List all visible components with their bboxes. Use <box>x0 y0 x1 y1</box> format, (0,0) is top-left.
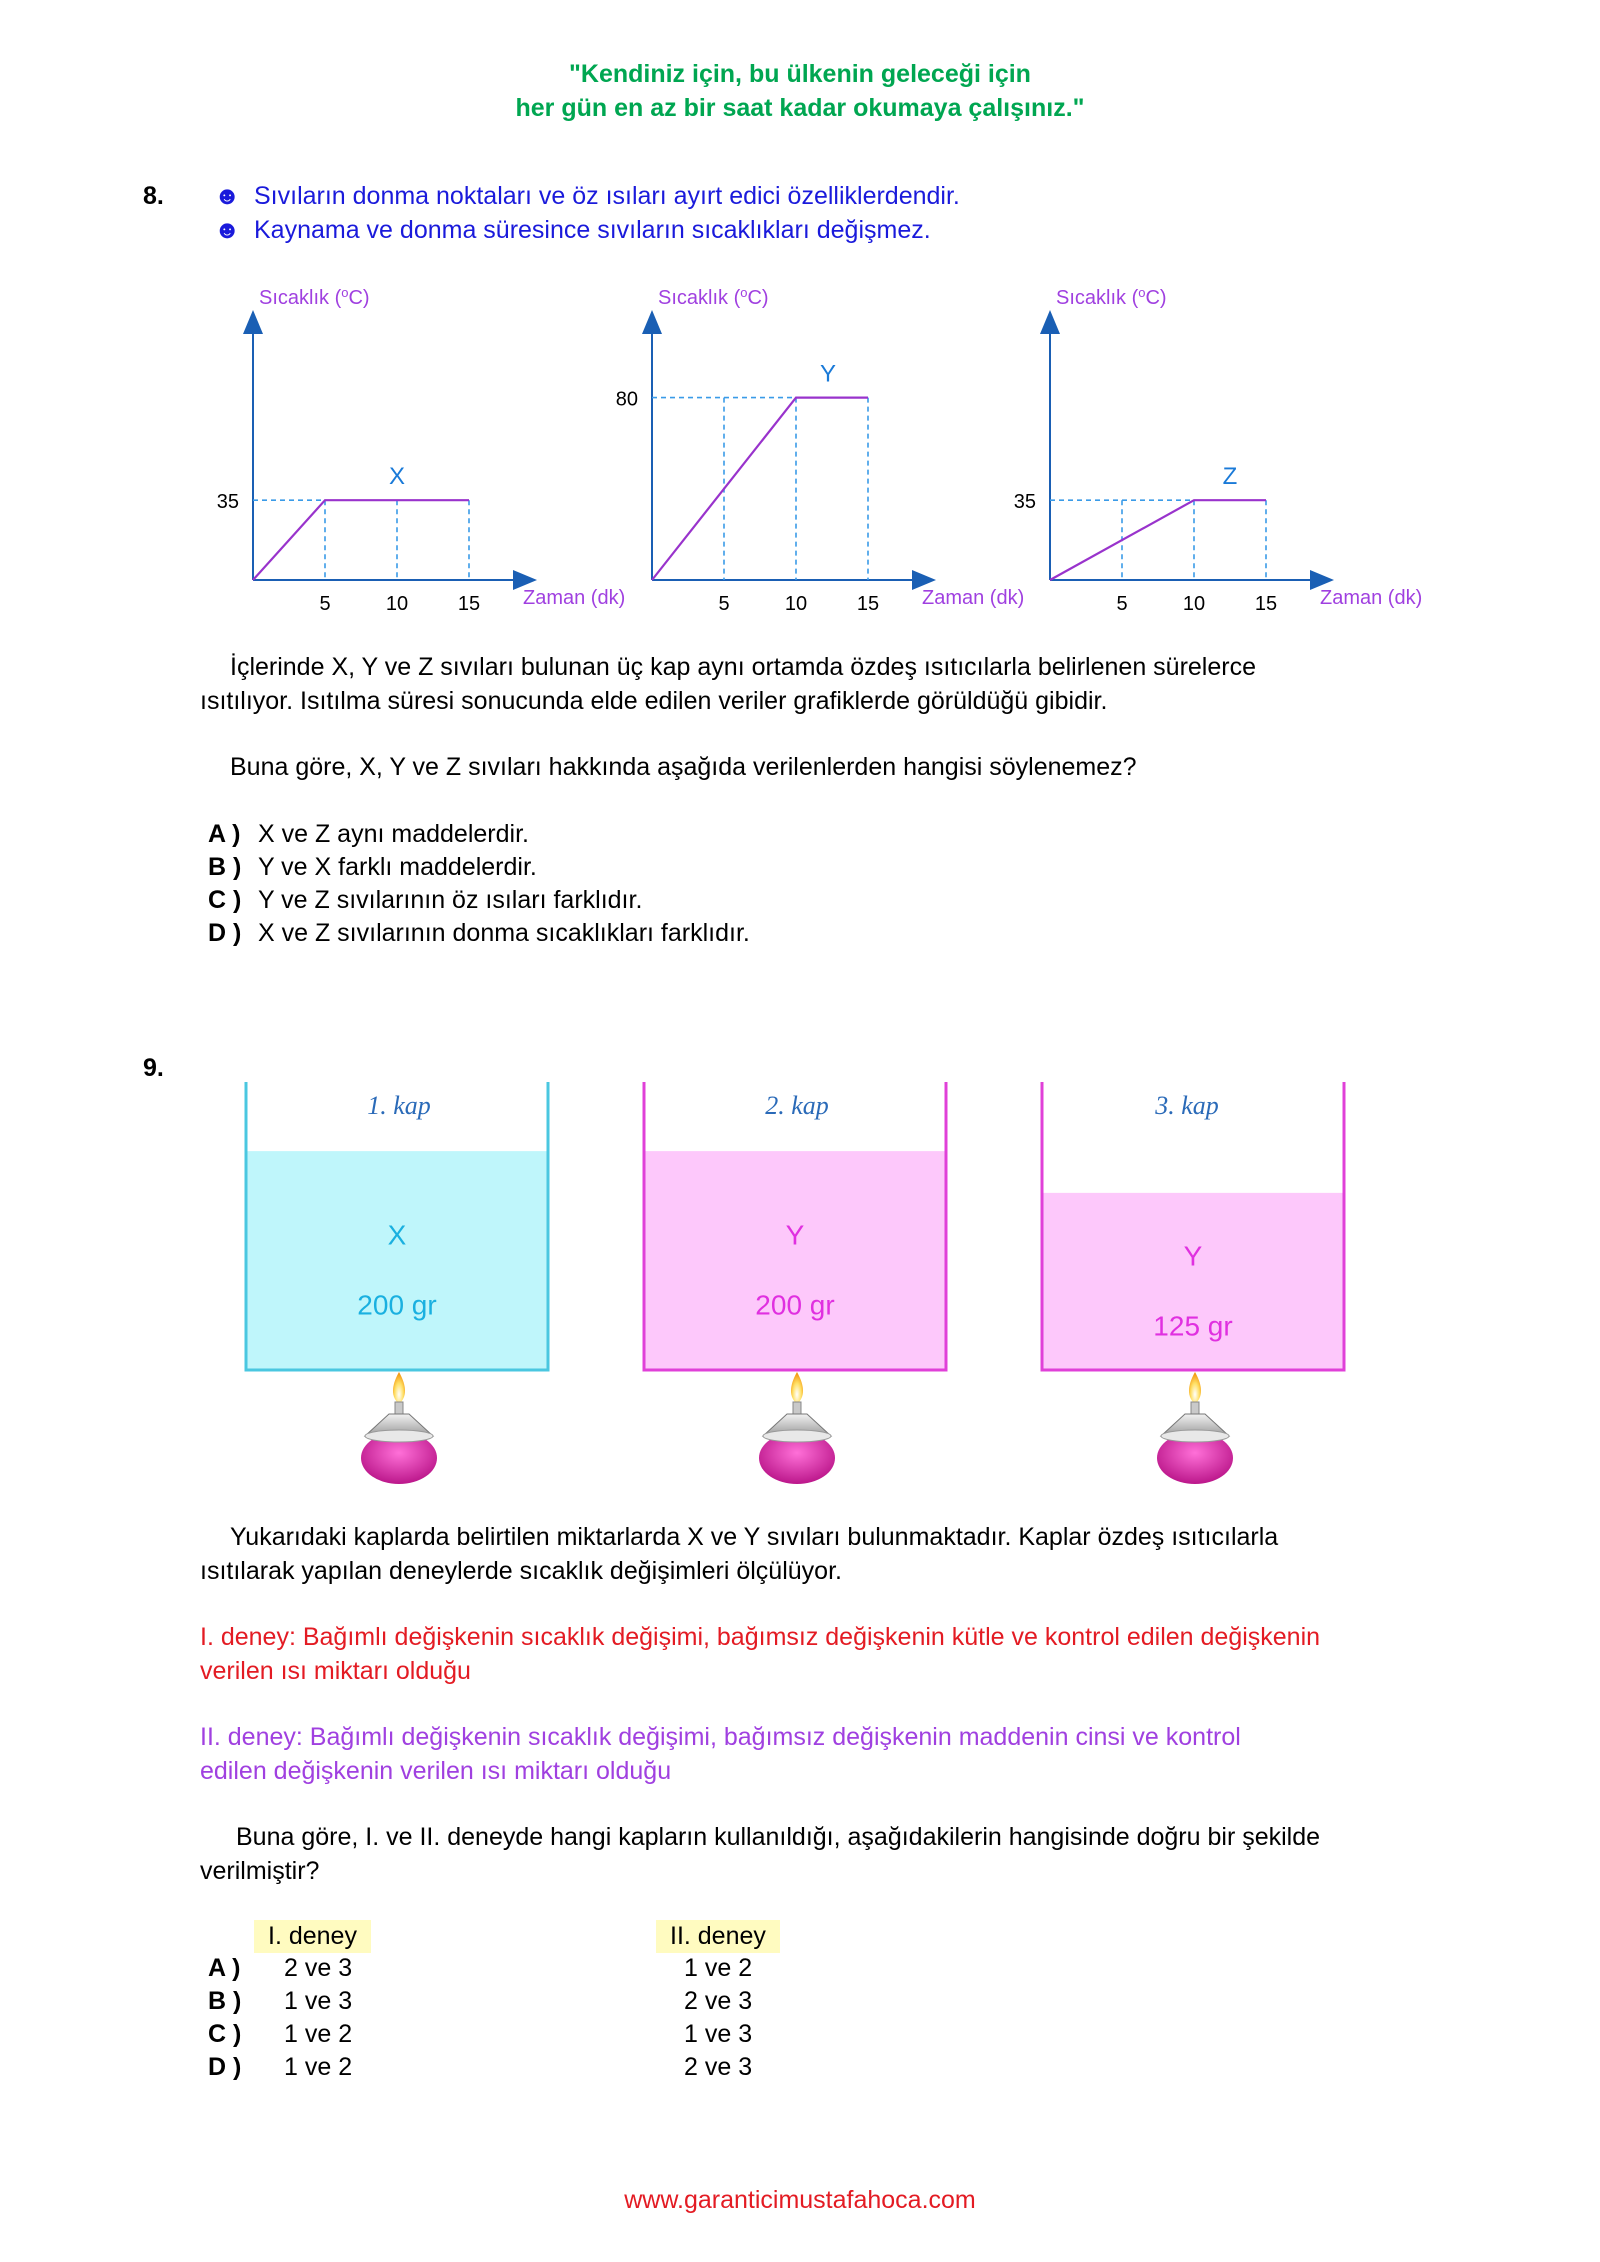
footer-website[interactable]: www.garanticimustafahoca.com <box>624 2186 976 2214</box>
y-tick-label: 35 <box>1013 491 1036 514</box>
series-line <box>1050 500 1266 580</box>
container-2 <box>644 1082 946 1484</box>
smiley-bullet-icon: ☻ <box>214 182 241 210</box>
flame <box>393 1372 405 1404</box>
spirit-lamp-icon <box>1157 1372 1233 1484</box>
wick-holder <box>395 1402 403 1414</box>
x-tick-label: 15 <box>856 593 880 615</box>
q8-bullet-1: ☻ Sıvıların donma noktaları ve öz ısıları ayırt edici özelliklerdendir. <box>214 182 960 210</box>
y-tick-label: 80 <box>615 388 638 411</box>
container-1 <box>246 1082 548 1484</box>
question-9-number: 9. <box>143 1054 164 1082</box>
series-label: X <box>388 463 406 491</box>
x-tick-label: 10 <box>1182 593 1206 615</box>
liquid-mass: 200 gr <box>357 1289 437 1321</box>
deney-1-line-1: I. deney: Bağımlı değişkenin sıcaklık değişimi, bağımsız değişkenin kütle ve kontrol edilen değişkenin <box>200 1623 1321 1651</box>
container-label: 1. kap <box>367 1091 431 1120</box>
option-d-deney-1: 1 ve 2 <box>284 2053 353 2081</box>
q8-option-c[interactable]: C ) Y ve Z sıvılarının öz ısıları farklıdır. <box>208 886 643 914</box>
table-header-deney-2: II. deney <box>656 1920 780 1953</box>
q8-charts <box>0 270 1600 630</box>
x-tick-label: 15 <box>1254 593 1278 615</box>
wick-holder <box>1191 1402 1199 1414</box>
x-tick-label: 10 <box>784 593 808 615</box>
y-axis-label: Sıcaklık ($^o$C) <box>259 285 370 309</box>
q8-paragraph-line-1: İçlerinde X, Y ve Z sıvıları bulunan üç kap aynı ortamda özdeş ısıtıcılarla belirlenen sürelerce <box>230 653 1256 681</box>
container-3 <box>1042 1082 1344 1484</box>
q8-option-a[interactable]: A ) X ve Z aynı maddelerdir. <box>208 820 529 848</box>
spirit-lamp-icon <box>759 1372 835 1484</box>
x-axis-label: Zaman (dk) <box>523 587 626 609</box>
q9-question-line-1: Buna göre, I. ve II. deneyde hangi kapların kullanıldığı, aşağıdakilerin hangisinde doğru bir şekilde <box>236 1823 1321 1851</box>
liquid <box>1042 1193 1344 1370</box>
motto-line-1: "Kendiniz için, bu ülkenin geleceği için <box>569 60 1031 88</box>
flame <box>1189 1372 1201 1404</box>
option-a-deney-2: 1 ve 2 <box>684 1954 753 1982</box>
chart-Z <box>1014 285 1423 615</box>
q8-bullet-2: ☻ Kaynama ve donma süresince sıvıların sıcaklıkları değişmez. <box>214 216 931 244</box>
q8-option-d[interactable]: D ) X ve Z sıvılarının donma sıcaklıkları farklıdır. <box>208 919 750 947</box>
container-label: 2. kap <box>765 1091 829 1120</box>
option-c-deney-2: 1 ve 3 <box>684 2020 753 2048</box>
y-tick-label: 35 <box>216 491 239 514</box>
x-tick-label: 5 <box>1116 593 1128 615</box>
liquid-name: Y <box>1183 1240 1203 1272</box>
liquid-mass: 125 gr <box>1153 1310 1233 1342</box>
x-axis-label: Zaman (dk) <box>1320 587 1423 609</box>
y-axis-label: Sıcaklık ($^o$C) <box>1056 285 1167 309</box>
deney-1-line-2: verilen ısı miktarı olduğu <box>200 1657 471 1685</box>
liquid <box>246 1151 548 1370</box>
option-d-deney-2: 2 ve 3 <box>684 2053 753 2081</box>
flame <box>791 1372 803 1404</box>
liquid-name: X <box>387 1219 407 1251</box>
lamp-rim <box>365 1430 433 1442</box>
question-8-number: 8. <box>143 182 164 210</box>
x-tick-label: 5 <box>718 593 730 615</box>
x-tick-label: 5 <box>319 593 331 615</box>
smiley-bullet-icon: ☻ <box>214 216 241 244</box>
q9-question-line-2: verilmiştir? <box>200 1857 320 1885</box>
series-line <box>652 398 868 580</box>
lamp-rim <box>1161 1430 1229 1442</box>
q9-paragraph-line-2: ısıtılarak yapılan deneylerde sıcaklık değişimleri ölçülüyor. <box>200 1557 842 1585</box>
deney-2-line-2: edilen değişkenin verilen ısı miktarı olduğu <box>200 1757 672 1785</box>
deney-2-line-1: II. deney: Bağımlı değişkenin sıcaklık değişimi, bağımsız değişkenin maddenin cinsi ve kontrol <box>200 1723 1241 1751</box>
x-tick-label: 15 <box>457 593 481 615</box>
liquid <box>644 1151 946 1370</box>
lamp-rim <box>763 1430 831 1442</box>
option-c-deney-1: 1 ve 2 <box>284 2020 353 2048</box>
liquid-mass: 200 gr <box>755 1289 835 1321</box>
q9-containers <box>0 1070 1600 1490</box>
x-axis-label: Zaman (dk) <box>922 587 1025 609</box>
series-line <box>253 500 469 580</box>
chart-Y <box>616 285 1025 615</box>
q8-paragraph-line-2: ısıtılıyor. Isıtılma süresi sonucunda elde edilen veriler grafiklerde görüldüğü gibidir. <box>200 687 1108 715</box>
y-axis-label: Sıcaklık ($^o$C) <box>658 285 769 309</box>
q8-question: Buna göre, X, Y ve Z sıvıları hakkında aşağıda verilenlerden hangisi söylenemez? <box>230 753 1137 781</box>
series-label: Z <box>1222 463 1238 491</box>
wick-holder <box>793 1402 801 1414</box>
option-b-deney-1: 1 ve 3 <box>284 1987 353 2015</box>
chart-X <box>217 285 626 615</box>
table-header-deney-1: I. deney <box>254 1920 371 1953</box>
x-tick-label: 10 <box>385 593 409 615</box>
container-label: 3. kap <box>1155 1091 1219 1120</box>
option-a-deney-1: 2 ve 3 <box>284 1954 353 1982</box>
option-b-deney-2: 2 ve 3 <box>684 1987 753 2015</box>
q8-option-b[interactable]: B ) Y ve X farklı maddelerdir. <box>208 853 537 881</box>
q9-paragraph-line-1: Yukarıdaki kaplarda belirtilen miktarlarda X ve Y sıvıları bulunmaktadır. Kaplar özdeş ısıtıcılarla <box>230 1523 1279 1551</box>
series-label: Y <box>819 360 837 388</box>
spirit-lamp-icon <box>361 1372 437 1484</box>
liquid-name: Y <box>785 1219 805 1251</box>
motto-line-2: her gün en az bir saat kadar okumaya çalışınız." <box>515 94 1085 122</box>
